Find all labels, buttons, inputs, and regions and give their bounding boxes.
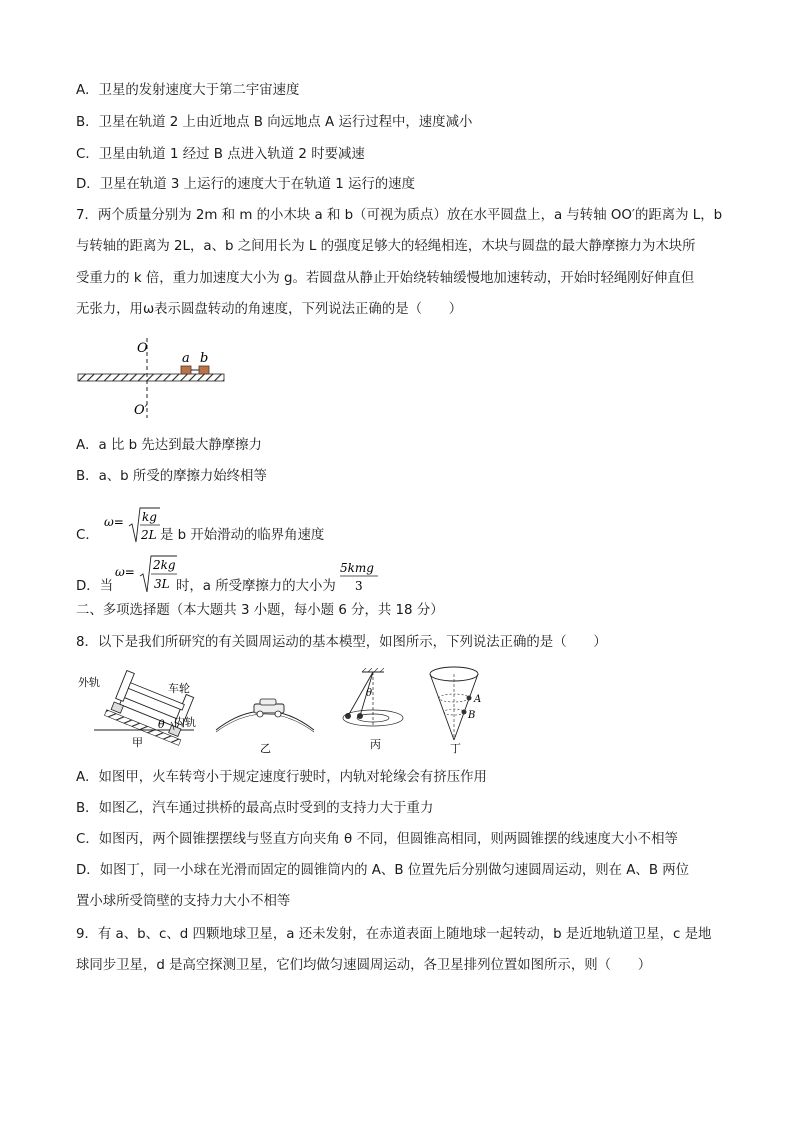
- svg-text:ω=: ω=: [115, 565, 135, 579]
- q8-figure-jia: [76, 668, 204, 756]
- label-theta-bing: θ: [366, 688, 373, 699]
- q7-option-c-formula: [100, 504, 162, 546]
- label-o-bottom: O′: [134, 403, 148, 418]
- q7-option-d-prefix: D．当: [76, 579, 114, 594]
- label-point-b: B: [468, 710, 476, 721]
- label-yi: 乙: [260, 742, 271, 755]
- q7-stem-line-4: 无张力，用ω表示圆盘转动的角速度，下列说法正确的是（ ）: [76, 302, 463, 317]
- q6-option-b: B．卫星在轨道 2 上由近地点 B 向远地点 A 运行过程中，速度减小: [76, 115, 473, 130]
- q7-stem-line-1: 7．两个质量分别为 2m 和 m 的小木块 a 和 b（可视为质点）放在水平圆盘上，a 与转轴 OO′的距离为 L，b: [76, 208, 723, 223]
- q9-stem-line-1: 9．有 a、b、c、d 四颗地球卫星，a 还未发射，在赤道表面上随地球一起转动，b 是近地轨道卫星，c 是地: [76, 927, 712, 942]
- q8-figure-bing: [334, 668, 414, 756]
- q8-option-d-line-1: D．如图丁，同一小球在光滑而固定的圆锥筒内的 A、B 位置先后分别做匀速圆周运动，则在 A、B 两位: [76, 863, 690, 878]
- q6-option-d: D．卫星在轨道 3 上运行的速度大于在轨道 1 运行的速度: [76, 177, 415, 192]
- svg-text:ω=: ω=: [104, 515, 124, 529]
- q7-option-d-fraction: [338, 558, 380, 594]
- q8-figure-yi: [210, 690, 320, 756]
- q8-option-a: A．如图甲，火车转弯小于规定速度行驶时，内轨对轮缘会有挤压作用: [76, 770, 487, 785]
- svg-text:kg: kg: [142, 510, 157, 524]
- q6-option-c: C．卫星由轨道 1 经过 B 点进入轨道 2 时要减速: [76, 147, 365, 162]
- q7-disk-figure: [74, 334, 230, 420]
- label-inner-rail: 内轨: [174, 716, 196, 729]
- label-wheel: 车轮: [168, 682, 190, 695]
- svg-text:3: 3: [355, 579, 363, 593]
- q7-option-b: B．a、b 所受的摩擦力始终相等: [76, 469, 267, 484]
- label-ding: 丁: [450, 742, 461, 755]
- q7-option-c-prefix: C．: [76, 528, 99, 543]
- label-jia: 甲: [132, 736, 143, 749]
- q8-option-d-line-2: 置小球所受筒壁的支持力大小不相等: [76, 894, 291, 909]
- q7-stem-line-3: 受重力的 k 倍，重力加速度大小为 g。若圆盘从静止开始绕转轴缓慢地加速转动，开始时轻绳刚好伸直但: [76, 271, 695, 286]
- label-o-top: O: [137, 341, 148, 356]
- svg-text:5kmg: 5kmg: [340, 561, 374, 575]
- q8-option-c: C．如图丙，两个圆锥摆摆线与竖直方向夹角 θ 不同，但圆锥高相同，则两圆锥摆的线速度大小不相等: [76, 832, 678, 847]
- q7-stem-line-2: 与转轴的距离为 2L，a、b 之间用长为 L 的强度足够大的轻绳相连，木块与圆盘的最大静摩擦力为木块所: [76, 239, 696, 254]
- q7-option-c-suffix: 是 b 开始滑动的临界角速度: [160, 528, 325, 543]
- q7-option-a: A．a 比 b 先达到最大静摩擦力: [76, 438, 262, 453]
- label-b: b: [200, 351, 209, 366]
- q7-option-d-mid: 时，a 所受摩擦力的大小为: [176, 579, 336, 594]
- section-2-title: 二、多项选择题（本大题共 3 小题，每小题 6 分，共 18 分）: [76, 603, 444, 618]
- label-theta-jia: θ: [158, 718, 165, 731]
- svg-text:3L: 3L: [154, 577, 170, 591]
- q9-stem-line-2: 球同步卫星，d 是高空探测卫星，它们均做匀速圆周运动，各卫星排列位置如图所示，则（ ）: [76, 958, 652, 973]
- q8-option-b: B．如图乙，汽车通过拱桥的最高点时受到的支持力大于重力: [76, 801, 434, 816]
- svg-text:2L: 2L: [141, 528, 157, 542]
- q7-option-d-formula: [113, 552, 179, 594]
- q8-figure-ding: [424, 664, 500, 756]
- block-b: [199, 366, 209, 374]
- label-point-a: A: [474, 694, 482, 705]
- q6-option-a: A．卫星的发射速度大于第二宇宙速度: [76, 83, 300, 98]
- q8-stem: 8．以下是我们所研究的有关圆周运动的基本模型，如图所示，下列说法正确的是（ ）: [76, 635, 607, 650]
- block-a: [181, 366, 191, 374]
- label-outer-rail: 外轨: [78, 676, 100, 689]
- label-a: a: [182, 351, 190, 366]
- label-bing: 丙: [370, 738, 381, 751]
- svg-text:2kg: 2kg: [153, 558, 176, 572]
- disk-surface: [78, 374, 224, 381]
